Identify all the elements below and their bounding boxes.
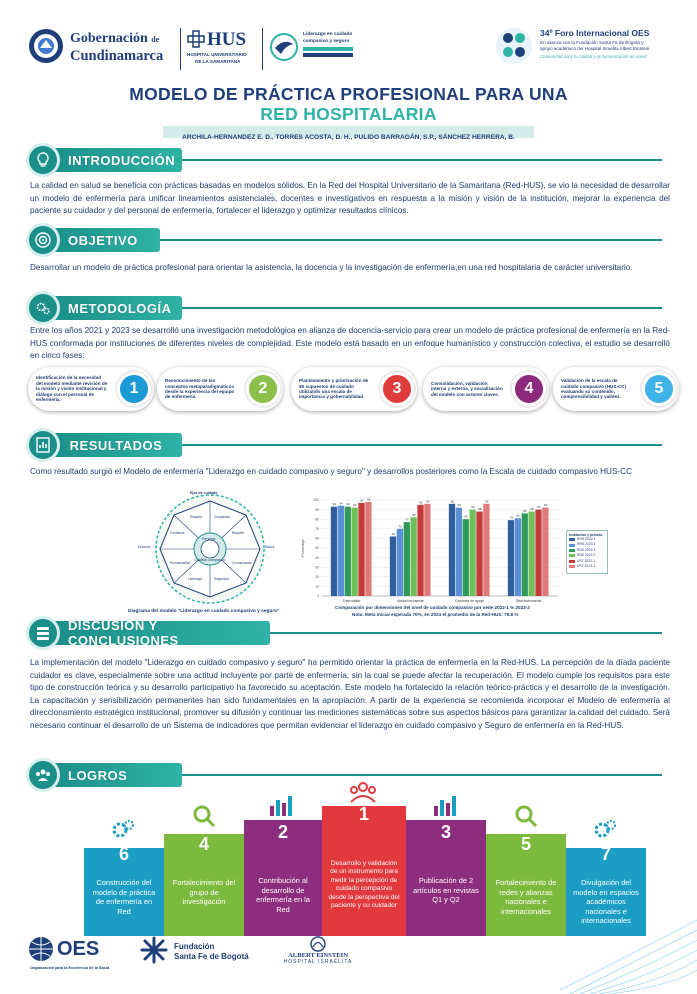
bar <box>352 508 358 596</box>
y-axis-label: Porcentaje <box>301 539 305 557</box>
chart-icon <box>432 794 460 816</box>
resultados-text: Como resultado surgió el Modelo de enfermería "Liderazgo en cuidado compasivo y seguro" y desarrollos posteriores como la Escala de cuidado compasivo HUS-CC <box>30 467 632 476</box>
bar <box>397 529 403 596</box>
diagram-segment: Respeto <box>232 531 244 535</box>
bar-value-label: 97 <box>360 498 364 503</box>
bar-value-label: 96 <box>426 499 430 504</box>
phase-4 <box>423 367 549 411</box>
phase-5-number: 5 <box>642 372 676 406</box>
bar <box>522 513 528 596</box>
objetivo-heading <box>26 225 160 255</box>
authors-bar <box>163 126 534 141</box>
footer <box>0 930 697 994</box>
phase-1-text: Identificación de la necesidad del modelo mediante revisión de la misión y visión institucional y diálogo con el personal de enfermería. <box>36 375 108 403</box>
logro-1 <box>322 806 406 936</box>
diagram-center: Cuidado compasivo <box>194 558 226 562</box>
gobernacion-line1: Gobernación <box>70 31 148 46</box>
poster-title-line2: RED HOSPITALARIA <box>260 104 437 124</box>
bar-value-label: 62 <box>391 531 395 536</box>
bar-value-label: 88 <box>478 507 482 512</box>
stairs-icon <box>26 616 60 650</box>
gobernacion-de: de <box>151 35 160 44</box>
logro-4-number: 4 <box>198 834 209 854</box>
logro-1-number: 1 <box>358 804 369 824</box>
oes-sub: Organización para la Excelencia de la Salud <box>30 966 110 970</box>
discusion-text: La implementación del modelo "Liderazgo en cuidado compasivo y seguro" ha permitido orientar la práctica de enfermería en la Red-HUS. La percepción de la díada paciente cuidador es clave, especialmente sobre una actitud incluyente por parte de enfermería, sin la cual se puede afectar la recuperación. El modelo cumple los requisitos para este tipo de construcción teórica y su desarrollo participativo ha favorecido su aceptación. Este modelo ha fortalecido la relación teórico-práctica y el desarrollo de la investigación. La capacitación y sensibilización permanentes han sido fundamentales en la apropiación. A partir de la experiencia se recomienda incorporar el Modelo de enfermería al direccionamiento estratégico institucional, promover su difusión y continuar las mediciones sistemáticas sobre sus aspectos básicos para garantizar la calidad del cuidado. Será necesario continuar el desarrollo de un Sistema de indicadores que permitan evidenciar el liderazgo en cuidado compasivo y Seguro de enfermería en la Red-HUS. <box>30 658 670 730</box>
phase-5 <box>553 367 679 411</box>
logro-3 <box>406 820 486 936</box>
objetivo-title: OBJETIVO <box>50 228 160 252</box>
diagram-segment: Empatía <box>190 515 202 519</box>
shield-icon <box>28 28 64 64</box>
chart-legend <box>566 530 608 574</box>
resultados-heading <box>26 430 182 460</box>
objetivo-text: Desarrollar un modelo de práctica profesional para orientar la asistencia, la docencia y la investigación de enfermería,en una red hospitalaria de carácter universitario. <box>30 263 633 272</box>
einstein-line2: HOSPITAL ISRAELITA <box>283 959 353 965</box>
forum-logo <box>494 26 694 70</box>
diagram-left: Entorno <box>138 545 151 549</box>
bar <box>365 502 371 596</box>
logros-title: LOGROS <box>50 763 182 787</box>
bar <box>338 506 344 596</box>
logro-2-text: Contribución al desarrollo de enfermería en la Red <box>256 876 310 914</box>
bar-value-label: 77 <box>405 517 409 522</box>
fsfb-line1: Fundación <box>174 942 215 951</box>
gears-icon <box>26 291 60 325</box>
y-tick-label: 80 <box>315 517 319 522</box>
y-tick-label: 40 <box>315 555 319 560</box>
diagram-segment: Confianza <box>170 531 185 535</box>
magnifier-icon <box>514 804 538 828</box>
chart-caption-2: Nota: Meta inicial esperada 70%, en 2024 el promedio de la Red-HUS: 79.8 % <box>352 612 519 617</box>
diagram-top-label: Ejes de cuidado <box>190 491 218 495</box>
discusion-heading <box>26 618 270 648</box>
bar-value-label: 88 <box>530 507 534 512</box>
authors: ARCHILA-HERNANDEZ E. D., TORRES ACOSTA, D. H., PULIDO BARRAGÁN, S.P., SÁNCHEZ HERRERA, B. <box>182 134 515 141</box>
bar <box>456 508 462 596</box>
team-icon <box>26 758 60 792</box>
bar <box>411 517 417 596</box>
liderazgo-line1: Liderazgo en cuidado <box>303 32 353 37</box>
logro-7-text: Divulgación del modelo en espacios académicos nacionales e internacionales <box>573 878 639 925</box>
bar <box>345 507 351 596</box>
phase-2-text: Reconocimiento de los conceptos metaparadigmáticos desde la experiencia del equipo de enfermería. <box>165 378 235 400</box>
bar <box>535 510 541 596</box>
bird-icon <box>269 32 299 62</box>
bar-value-label: 70 <box>398 524 402 529</box>
gears-icon <box>592 818 618 842</box>
report-icon <box>26 428 60 462</box>
forum-title: 34º Foro Internacional OES <box>540 28 650 38</box>
einstein-logo <box>268 936 368 976</box>
bar <box>390 536 396 596</box>
legend-swatch <box>569 560 575 563</box>
diagram-segment: Comunicación <box>232 561 253 565</box>
legend-swatch <box>569 554 575 557</box>
bar-value-label: 90 <box>471 505 475 510</box>
hus-logo <box>180 28 258 70</box>
bar-value-label: 93 <box>346 502 350 507</box>
results-chart <box>296 492 566 606</box>
phase-1 <box>28 367 154 411</box>
oes-footer-logo <box>28 936 138 976</box>
legend-title: Institución y periodo <box>569 533 603 537</box>
diagram-svg <box>134 487 286 607</box>
diagram-center-top: Persona <box>202 537 216 541</box>
diagram-caption: Diagrama del modelo "Liderazgo en cuidado compasivo y seguro" <box>128 609 280 614</box>
bar <box>508 520 514 596</box>
chart-icon <box>268 794 296 816</box>
legend-label: UFZ 2023-1 <box>577 564 596 569</box>
legend-label: RHS 2022-1 <box>577 537 596 541</box>
fsfb-logo <box>140 936 250 976</box>
logro-6-text: Construcción del modelo de práctica de enfermería en Red <box>92 878 156 916</box>
einstein-line1: ALBERT EINSTEIN <box>288 952 348 959</box>
logro-4-text: Fortalecimiento del grupo de investigación <box>172 878 236 906</box>
bar <box>331 507 337 596</box>
liderazgo-line2: compasivo y seguro <box>303 39 350 44</box>
intro-heading <box>26 145 182 175</box>
bar-value-label: 82 <box>412 512 416 517</box>
bar-value-label: 90 <box>537 505 541 510</box>
intro-text: La calidad en salud se beneficia con prácticas basadas en modelos sólidos. En la Red del Hospital Universitario de la Samaritana (Red-HUS), se vio la necesidad de desarrollar un modelo de enfermería para unificar lineamientos asistenciales, docentes e investigativos en respuesta a la misión y visión de la institución, mejorar la experiencia del paciente su cuidador y del personal de enfermería, fortalecer el liderazgo y optimizar resultados clínicos. <box>30 181 670 215</box>
logros-heading <box>26 760 182 790</box>
bar <box>515 518 521 596</box>
magnifier-icon <box>192 804 216 828</box>
logro-1-text: Desarrollo y validación de un instrumento para medir la percepción de cuidado compasivo desde la perspectiva del paciente y su cuidador <box>328 860 400 910</box>
bar <box>463 519 469 596</box>
cross-icon <box>187 30 205 48</box>
phase-2-number: 2 <box>246 372 280 406</box>
legend-swatch <box>569 538 575 541</box>
bar-value-label: 80 <box>464 514 468 519</box>
bar <box>404 522 410 596</box>
snowflake-icon <box>140 936 168 964</box>
discusion-title: DISCUSIÓN Y CONCLUSIONES <box>50 621 270 645</box>
bar <box>542 508 548 596</box>
forum-line1: En alianza con la Fundación Santa Fe de Bogotá y <box>540 40 644 45</box>
legend-item <box>569 564 605 569</box>
diagram-segment: Humanización <box>170 561 191 565</box>
phase-5-text: Validación de la escala de cuidado compasivo (HUS-CC) evaluando su contenido, comprensibilidad y validez. <box>561 378 627 400</box>
legend-label: UFZ 2022-1 <box>577 558 596 563</box>
gobernacion-line2: Cundinamarca <box>70 48 164 64</box>
legend-swatch <box>569 544 575 547</box>
team-icon <box>348 780 378 804</box>
hus-sub1: HOSPITAL UNIVERSITARIO <box>187 52 247 57</box>
y-tick-label: 10 <box>315 584 319 589</box>
legend-label: RHZ 2022-2 <box>577 553 596 558</box>
intro-title: INTRODUCCIÓN <box>50 148 182 172</box>
logro-5 <box>486 834 566 936</box>
bar-value-label: 92 <box>457 503 461 508</box>
bar-value-label: 94 <box>339 501 343 506</box>
bar-value-label: 93 <box>332 502 336 507</box>
metodologia-heading <box>26 293 182 323</box>
y-tick-label: 0 <box>317 594 319 599</box>
header <box>0 0 697 72</box>
bar-value-label: 92 <box>353 503 357 508</box>
oes-globe-icon <box>28 936 54 962</box>
bar-value-label: 86 <box>523 508 527 513</box>
legend-label: RHS 2023-1 <box>577 542 596 547</box>
bar-value-label: 95 <box>419 500 423 505</box>
x-tick-label: Total instrumento <box>515 599 542 603</box>
bar <box>470 510 476 596</box>
x-tick-label: Actitud incluyente <box>397 599 424 603</box>
chart-svg <box>296 492 566 606</box>
bar <box>483 504 489 596</box>
poster-title-line1: MODELO DE PRÁCTICA PROFESIONAL PARA UNA <box>129 84 568 104</box>
y-tick-label: 50 <box>315 546 319 551</box>
logro-5-number: 5 <box>520 834 531 854</box>
logro-4 <box>164 834 244 936</box>
bar-value-label: 98 <box>367 497 371 502</box>
forum-tagline: Comunidad para la calidad y la humanización en salud <box>540 54 647 59</box>
model-diagram <box>134 487 286 607</box>
y-tick-label: 30 <box>315 565 319 570</box>
y-tick-label: 20 <box>315 575 319 579</box>
oes-globe-icon <box>494 26 534 66</box>
bar <box>417 505 423 596</box>
logro-7-number: 7 <box>600 844 611 864</box>
einstein-emblem-icon <box>308 936 328 952</box>
phase-4-number: 4 <box>512 372 546 406</box>
phase-3 <box>291 367 417 411</box>
bar-value-label: 96 <box>450 499 454 504</box>
x-tick-label: Trato cálido <box>342 599 361 603</box>
forum-line2: apoyo académico del Hospital Israelita Albert Einstein <box>540 46 650 51</box>
bar <box>449 504 455 596</box>
y-tick-label: 70 <box>315 527 319 531</box>
legend-label: RHZ 2022-1 <box>577 547 596 552</box>
hus-sub2: DE LA SAMARITANA <box>195 59 241 64</box>
diagram-segment: Compasión <box>214 515 231 519</box>
bar <box>476 512 482 596</box>
legend-swatch <box>569 565 575 568</box>
phase-3-text: Planteamiento y priorización de 55 supuestos de cuidado utilizando una escala de importancia y gobernabilidad. <box>299 378 369 400</box>
bar <box>424 504 430 596</box>
logro-3-number: 3 <box>440 822 451 842</box>
bar <box>529 512 535 596</box>
x-tick-label: Conducta de apoyo <box>454 599 485 603</box>
y-tick-label: 90 <box>315 507 319 512</box>
bar-value-label: 92 <box>544 503 548 508</box>
bar-value-label: 79 <box>509 515 513 520</box>
metodologia-title: METODOLOGÍA <box>50 296 182 320</box>
target-icon <box>26 223 60 257</box>
phase-2 <box>157 367 283 411</box>
phase-1-number: 1 <box>117 372 151 406</box>
logro-2 <box>244 820 322 936</box>
gears-icon <box>110 818 136 842</box>
logro-3-text: Publicación de 2 artículos en revistas Q1 y Q2 <box>413 876 479 904</box>
lightbulb-icon <box>26 143 60 177</box>
bar-value-label: 96 <box>485 499 489 504</box>
metodologia-text: Entre los años 2021 y 2023 se desarrolló una investigación metodológica en alianza de docencia-servicio para crear un modelo de práctica profesional de enfermería en la Red-HUS conformada por instituciones de diferentes niveles de complejidad. Este modelo está basado en un enfoque humanístico y construcción colectiva, el estudio se desarrolló en cinco fases: <box>30 326 670 360</box>
phase-3-number: 3 <box>380 372 414 406</box>
bar <box>358 503 364 596</box>
logro-2-number: 2 <box>277 822 288 842</box>
y-tick-label: 60 <box>315 536 319 541</box>
bar-value-label: 81 <box>516 513 520 518</box>
diagram-segment: Liderazgo <box>188 577 202 581</box>
resultados-title: RESULTADOS <box>50 433 182 457</box>
fsfb-line2: Santa Fe de Bogotá <box>174 952 249 961</box>
logro-6-number: 6 <box>118 844 129 864</box>
legend-swatch <box>569 549 575 552</box>
diagram-segment: Seguridad <box>214 577 229 581</box>
diagram-right: Salud <box>265 545 275 549</box>
y-tick-label: 100 <box>313 498 319 503</box>
liderazgo-logo <box>262 28 358 70</box>
phase-4-text: Consolidación, validación interna y externa, y socialización del modelo con actores claves. <box>431 380 503 397</box>
gobernacion-logo <box>28 28 178 68</box>
logro-6 <box>84 844 164 936</box>
oes-name: OES <box>57 938 100 960</box>
logro-5-text: Fortalecimiento de redes y alianzas nacionales e internacionales <box>495 878 557 916</box>
chart-caption-1: Comparación por dimensiones del nivel de cuidado compasivo por sede 2022-1 % 2023-2 <box>335 605 530 610</box>
hus-name: HUS <box>207 29 247 50</box>
